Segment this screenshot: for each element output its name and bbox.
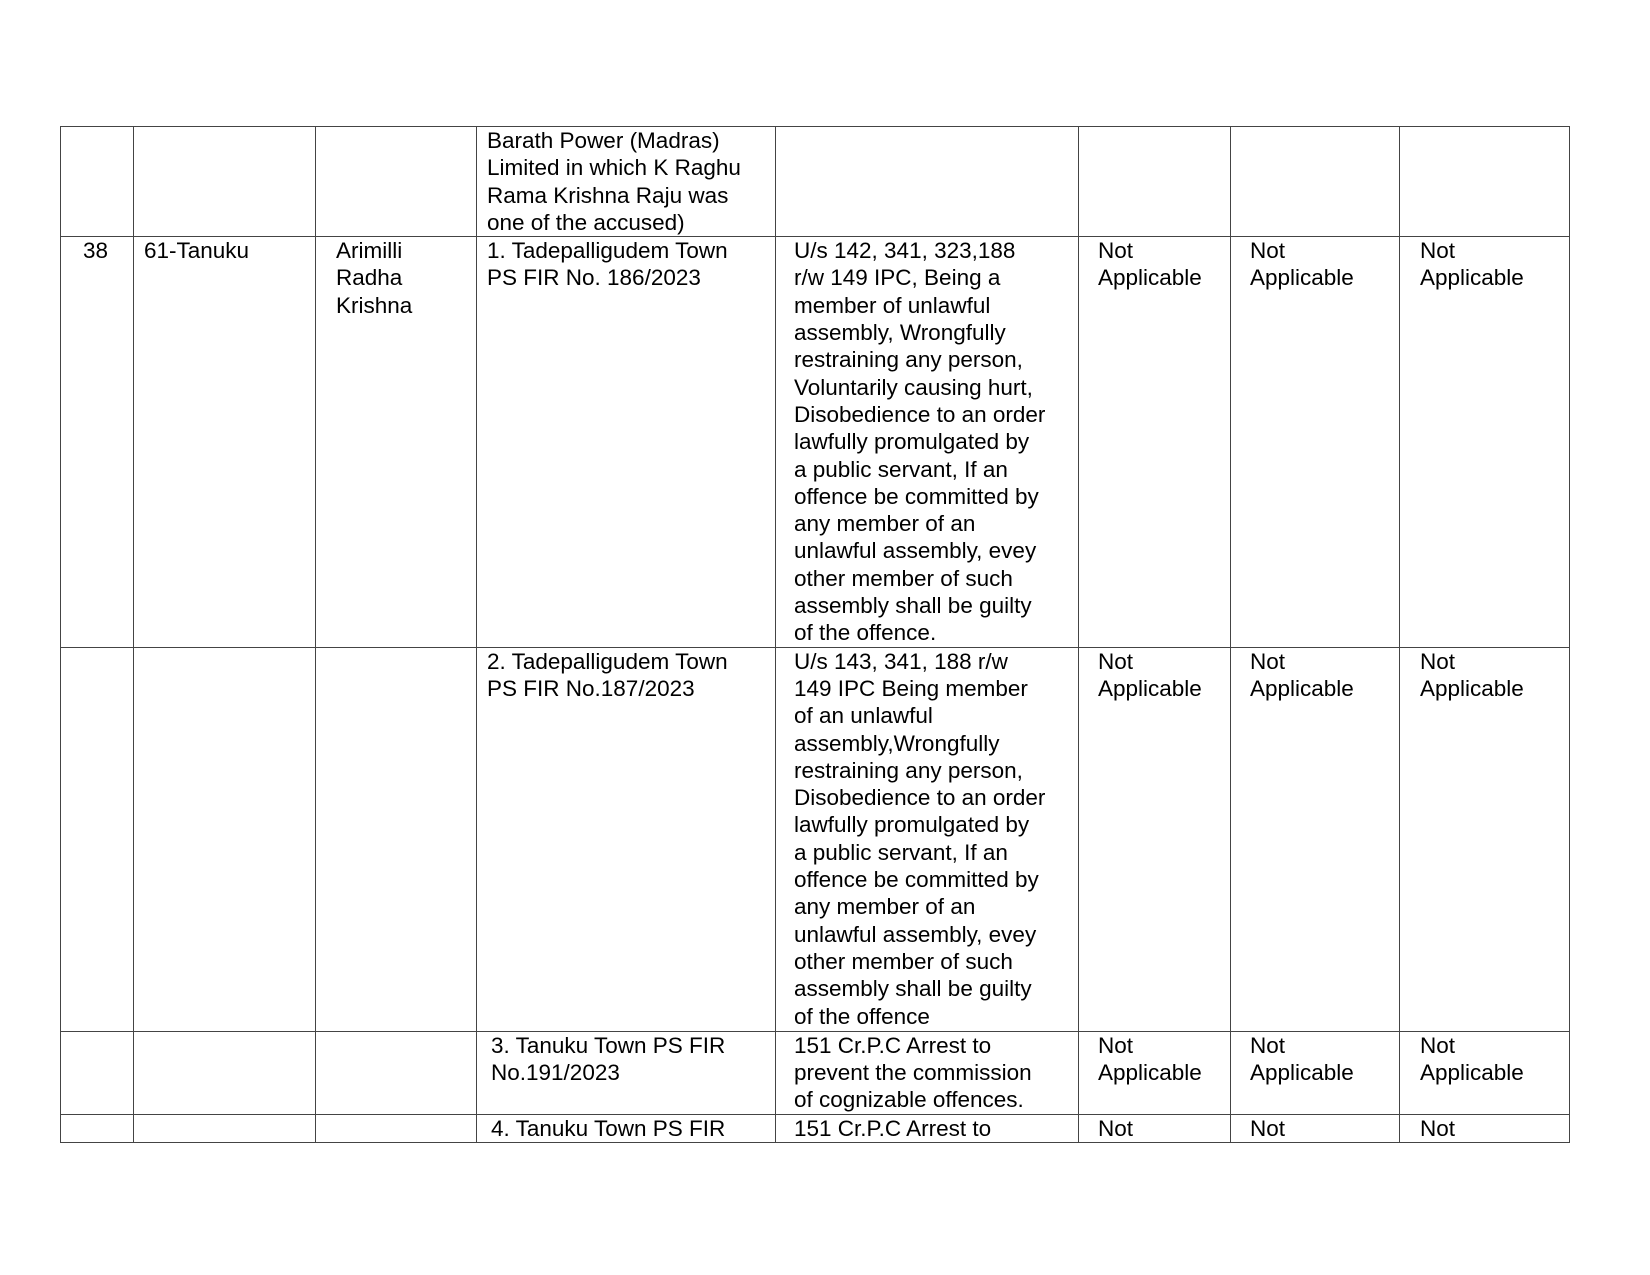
case-details-cell: 2. Tadepalligudem Town PS FIR No.187/2023: [477, 647, 776, 1031]
status-cell: [1400, 127, 1570, 237]
candidate-cell: [316, 1031, 477, 1114]
status-cell: Not Applicable: [1231, 1031, 1400, 1114]
case-table: [60, 126, 1570, 1143]
constituency-cell: [134, 127, 316, 237]
table-row: [61, 647, 1570, 1031]
sl-no-cell: [61, 1114, 134, 1142]
sl-no-cell: [61, 647, 134, 1031]
status-cell: Not: [1079, 1114, 1231, 1142]
candidate-cell: [316, 127, 477, 237]
status-cell: Not: [1400, 1114, 1570, 1142]
sl-no-cell: [61, 1031, 134, 1114]
status-cell: Not Applicable: [1400, 237, 1570, 647]
status-cell: Not Applicable: [1400, 647, 1570, 1031]
case-details-cell: 3. Tanuku Town PS FIR No.191/2023: [477, 1031, 776, 1114]
constituency-cell: [134, 1114, 316, 1142]
case-details-cell: Barath Power (Madras) Limited in which K Raghu Rama Krishna Raju was one of the accused): [477, 127, 776, 237]
table-row: [61, 127, 1570, 237]
status-cell: Not Applicable: [1079, 237, 1231, 647]
sections-cell: U/s 142, 341, 323,188 r/w 149 IPC, Being a member of unlawful assembly, Wrongfully restraining any person, Voluntarily causing hurt, Disobedience to an order lawfully promulgated by a public servant, If an offence be committed by any member of an unlawful assembly, evey other member of such assembly shall be guilty of the offence.: [776, 237, 1079, 647]
sl-no-cell: 38: [61, 237, 134, 647]
constituency-cell: [134, 647, 316, 1031]
table-row: [61, 237, 1570, 647]
table-row: [61, 1114, 1570, 1142]
status-cell: Not Applicable: [1231, 237, 1400, 647]
constituency-cell: 61-Tanuku: [134, 237, 316, 647]
case-details-cell: 4. Tanuku Town PS FIR: [477, 1114, 776, 1142]
status-cell: Not Applicable: [1079, 647, 1231, 1031]
candidate-cell: Arimilli Radha Krishna: [316, 237, 477, 647]
candidate-cell: [316, 1114, 477, 1142]
table-row: [61, 1031, 1570, 1114]
sections-cell: U/s 143, 341, 188 r/w 149 IPC Being member of an unlawful assembly,Wrongfully restraining any person, Disobedience to an order lawfully promulgated by a public servant, If an offence be committed by any member of an unlawful assembly, evey other member of such assembly shall be guilty of the offence: [776, 647, 1079, 1031]
status-cell: Not Applicable: [1400, 1031, 1570, 1114]
status-cell: [1079, 127, 1231, 237]
candidate-cell: [316, 647, 477, 1031]
status-cell: Not: [1231, 1114, 1400, 1142]
sections-cell: [776, 127, 1079, 237]
case-details-cell: 1. Tadepalligudem Town PS FIR No. 186/2023: [477, 237, 776, 647]
sections-cell: 151 Cr.P.C Arrest to prevent the commission of cognizable offences.: [776, 1031, 1079, 1114]
status-cell: [1231, 127, 1400, 237]
status-cell: Not Applicable: [1231, 647, 1400, 1031]
constituency-cell: [134, 1031, 316, 1114]
status-cell: Not Applicable: [1079, 1031, 1231, 1114]
sections-cell: 151 Cr.P.C Arrest to: [776, 1114, 1079, 1142]
sl-no-cell: [61, 127, 134, 237]
